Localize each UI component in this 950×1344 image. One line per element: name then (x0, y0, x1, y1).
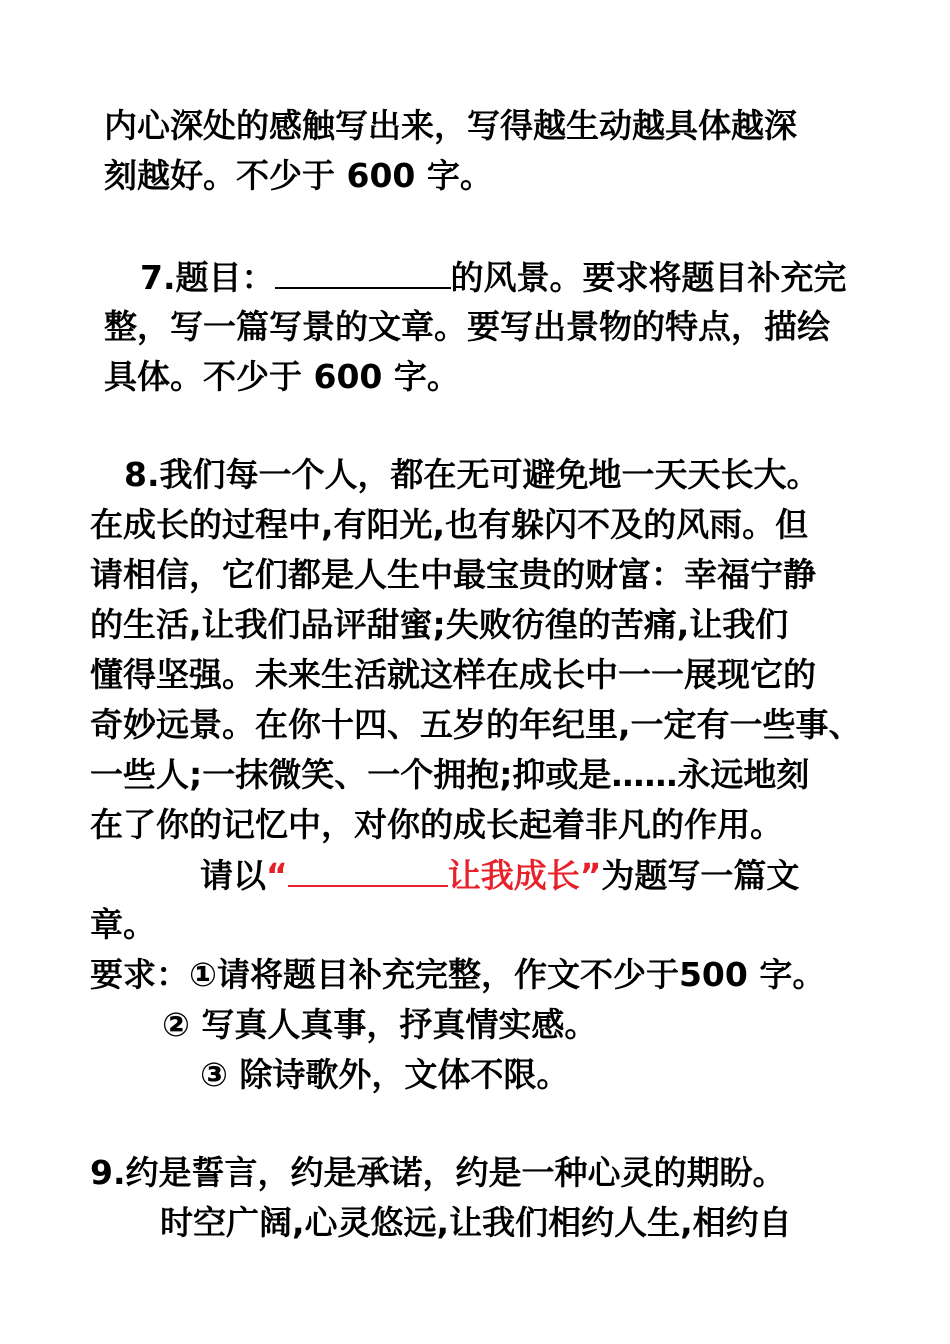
q8-line-1: 8.我们每一个人，都在无可避免地一天天长大。 (124, 455, 820, 494)
intro-line-2: 刻越好。不少于 600 字。 (104, 156, 493, 195)
q8-line-6: 奇妙远景。在你十四、五岁的年纪里,一定有一些事、 (90, 705, 862, 744)
q8-prompt-end: 章。 (90, 905, 156, 944)
q9-line-2: 时空广阔,心灵悠远,让我们相约人生,相约自 (160, 1203, 792, 1242)
q7-line-2: 整，写一篇写景的文章。要写出景物的特点，描绘 (104, 307, 830, 346)
q8-prompt-suffix: 为题写一篇文 (601, 856, 800, 895)
intro-line-1: 内心深处的感触写出来，写得越生动越具体越深 (104, 106, 797, 145)
q8-quote-open: “ (266, 856, 288, 895)
q8-line-5: 懂得坚强。未来生活就这样在成长中一一展现它的 (90, 655, 816, 694)
q8-title-suffix: 让我成长” (447, 856, 602, 895)
q7-line-1 (140, 257, 847, 297)
q9-line-1: 9.约是誓言，约是承诺，约是一种心灵的期盼。 (90, 1153, 786, 1192)
q8-line-8: 在了你的记忆中，对你的成长起着非凡的作用。 (90, 805, 783, 844)
q7-suffix: 的风景。要求将题目补充完 (450, 258, 847, 297)
q8-line-4: 的生活,让我们品评甜蜜;失败彷徨的苦痛,让我们 (90, 605, 789, 644)
q7-line-3: 具体。不少于 600 字。 (104, 357, 460, 396)
q7-title-blank (275, 257, 451, 289)
q8-prompt-line (200, 855, 799, 895)
q8-requirement-1: 要求：①请将题目补充完整，作文不少于500 字。 (90, 955, 826, 994)
q7-prefix: 7.题目： (140, 258, 275, 297)
q8-line-2: 在成长的过程中,有阳光,也有躲闪不及的风雨。但 (90, 505, 809, 544)
q8-line-7: 一些人;一抹微笑、一个拥抱;抑或是……永远地刻 (90, 755, 810, 794)
q8-requirement-3: ③ 除诗歌外，文体不限。 (200, 1055, 570, 1094)
q8-requirement-2: ② 写真人真事，抒真情实感。 (162, 1005, 598, 1044)
q8-prompt-prefix: 请以 (200, 856, 266, 895)
q8-title-blank (288, 855, 448, 887)
q8-line-3: 请相信，它们都是人生中最宝贵的财富：幸福宁静 (90, 555, 816, 594)
